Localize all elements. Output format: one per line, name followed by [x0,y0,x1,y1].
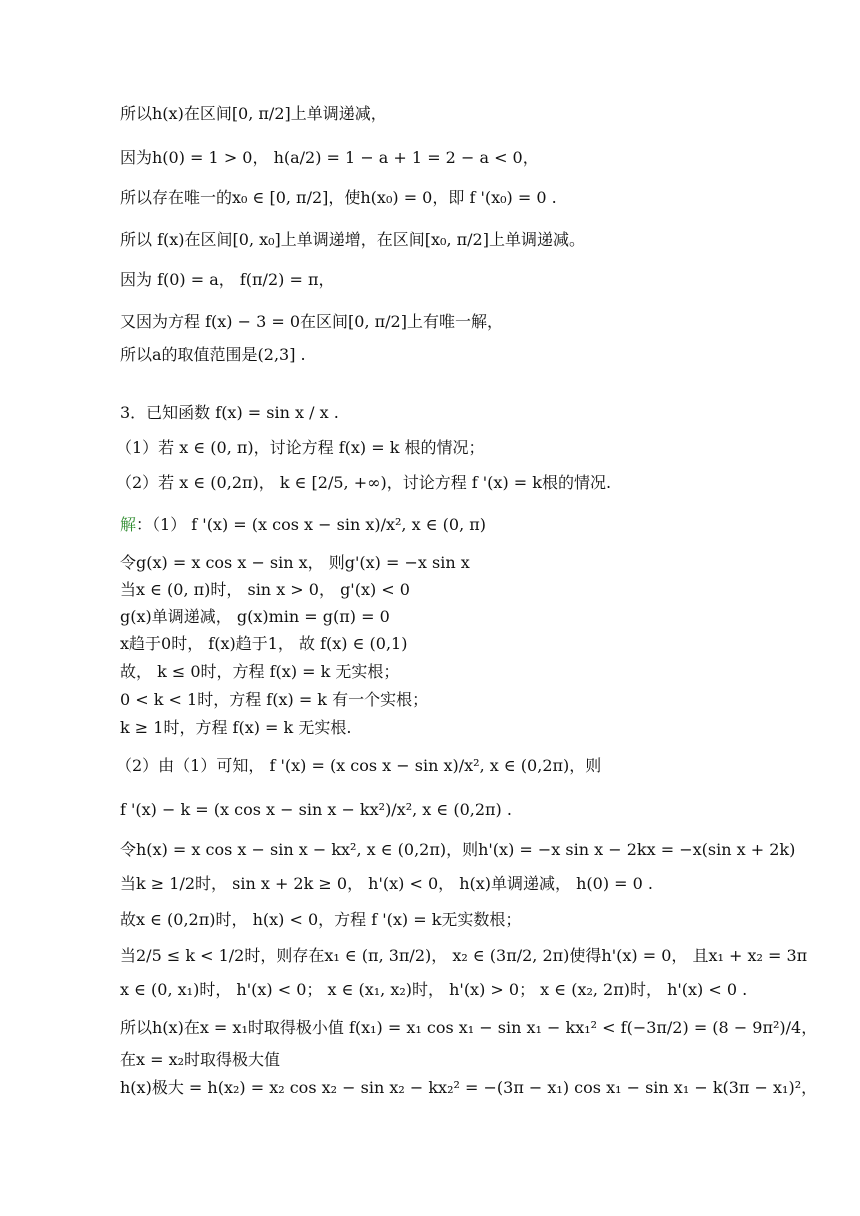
solution-line: x趋于0时， f(x)趋于1， 故 f(x) ∈ (0,1) [120,634,408,653]
solution-line: g(x)单调递减， g(x)min = g(π) = 0 [120,607,390,626]
solution-line: k ≥ 1时，方程 f(x) = k 无实根. [120,718,352,737]
solution-part2-line: 当2/5 ≤ k < 1/2时，则存在x₁ ∈ (π, 3π/2)， x₂ ∈ (3π/2, 2π)使得h'(x) = 0， 且x₁ + x₂ = 3π [120,946,808,965]
solution-line: 0 < k < 1时，方程 f(x) = k 有一个实根； [120,690,429,709]
text-line: 所以h(x)在区间[0, π/2]上单调递减， [120,104,387,123]
solution-part2-line: h(x)极大 = h(x₂) = x₂ cos x₂ − sin x₂ − kx₂² = −(3π − x₁) cos x₁ − sin x₁ − k(3π − x₁)²， [120,1078,818,1097]
solution-part2-line: 在x = x₂时取得极大值 [120,1050,281,1069]
text-line: 所以a的取值范围是(2,3] . [120,345,306,364]
problem-question-2: （2）若 x ∈ (0,2π)， k ∈ [2/5, +∞)，讨论方程 f '(x) = k根的情况. [116,473,612,492]
text-line: 又因为方程 f(x) − 3 = 0在区间[0, π/2]上有唯一解， [120,312,503,331]
solution-first-line [120,515,820,535]
solution-part2-line: 当k ≥ 1/2时， sin x + 2k ≥ 0， h'(x) < 0， h(x)单调递减， h(0) = 0 . [120,874,654,893]
solution-line: 故， k ≤ 0时，方程 f(x) = k 无实根； [120,662,400,681]
solution-label: 解 [120,515,137,534]
text-line: 所以存在唯一的x₀ ∈ [0, π/2]，使h(x₀) = 0，即 f '(x₀) = 0 . [120,188,557,207]
text-line: 因为 f(0) = a， f(π/2) = π， [120,270,335,289]
solution-text: ：（1） f '(x) = (x cos x − sin x)/x², x ∈ (0, π) [136,515,486,534]
problem-title: 3．已知函数 f(x) = sin x / x . [120,403,339,422]
text-line: 因为h(0) = 1 > 0， h(a/2) = 1 − a + 1 = 2 − a < 0， [120,148,539,167]
solution-line: 令g(x) = x cos x − sin x， 则g'(x) = −x sin x [120,553,470,572]
solution-part2-line: 令h(x) = x cos x − sin x − kx², x ∈ (0,2π)，则h'(x) = −x sin x − 2kx = −x(sin x + 2k) [120,840,796,859]
text-line: 所以 f(x)在区间[0, x₀]上单调递增，在区间[x₀, π/2]上单调递减。 [120,230,585,249]
solution-part2-line: 所以h(x)在x = x₁时取得极小值 f(x₁) = x₁ cos x₁ − sin x₁ − kx₁² < f(−3π/2) = (8 − 9π²)/4， [120,1018,818,1037]
solution-line: 当x ∈ (0, π)时， sin x > 0， g'(x) < 0 [120,580,410,599]
solution-part2-line: x ∈ (0, x₁)时， h'(x) < 0； x ∈ (x₁, x₂)时， h'(x) > 0； x ∈ (x₂, 2π)时， h'(x) < 0 . [120,980,748,999]
solution-part2-line: f '(x) − k = (x cos x − sin x − kx²)/x², x ∈ (0,2π) . [120,800,512,819]
problem-question-1: （1）若 x ∈ (0, π)，讨论方程 f(x) = k 根的情况； [116,438,485,457]
solution-part2-line: （2）由（1）可知， f '(x) = (x cos x − sin x)/x², x ∈ (0,2π)，则 [116,756,602,775]
solution-part2-line: 故x ∈ (0,2π)时， h(x) < 0，方程 f '(x) = k无实数根； [120,910,522,929]
